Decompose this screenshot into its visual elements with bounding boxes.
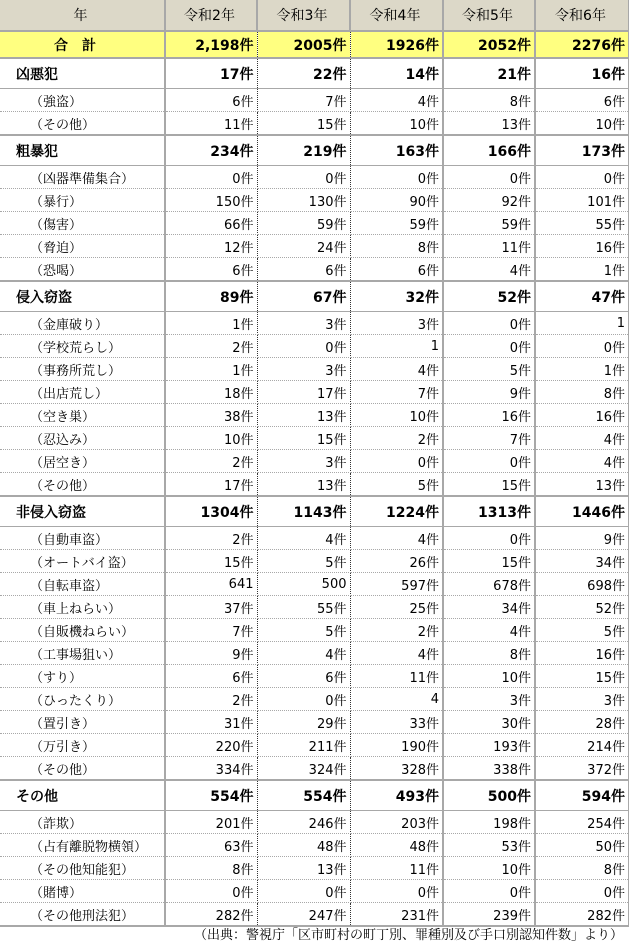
subcategory-label: （強盗） [0, 89, 165, 112]
subcategory-value: 334件 [165, 757, 257, 781]
subcategory-value: 7件 [350, 381, 443, 404]
category-value: 554件 [165, 780, 257, 811]
subcategory-value: 16件 [535, 404, 629, 427]
subcategory-label: （出店荒し） [0, 381, 165, 404]
subcategory-value: 26件 [350, 550, 443, 573]
subcategory-label: （事務所荒し） [0, 358, 165, 381]
subcategory-value: 9件 [535, 527, 629, 550]
subcategory-value: 211件 [257, 734, 350, 757]
subcategory-value: 37件 [165, 596, 257, 619]
subcategory-value: 150件 [165, 189, 257, 212]
subcategory-value: 7件 [165, 619, 257, 642]
category-value: 47件 [535, 281, 629, 312]
subcategory-label: （工事場狙い） [0, 642, 165, 665]
subcategory-value: 48件 [257, 834, 350, 857]
subcategory-value: 282件 [535, 903, 629, 927]
category-label: 凶悪犯 [0, 58, 165, 89]
subcategory-label: （その他） [0, 757, 165, 781]
subcategory-label: （居空き） [0, 450, 165, 473]
subcategory-value: 11件 [350, 665, 443, 688]
subcategory-row [0, 89, 629, 112]
total-row [0, 31, 629, 58]
subcategory-value: 16件 [535, 235, 629, 258]
subcategory-value: 6件 [257, 665, 350, 688]
total-value: 1926件 [350, 31, 443, 58]
subcategory-value: 0件 [257, 335, 350, 358]
subcategory-value: 0件 [535, 335, 629, 358]
subcategory-value: 1件 [165, 312, 257, 335]
subcategory-value: 198件 [443, 811, 535, 834]
total-value: 2052件 [443, 31, 535, 58]
subcategory-value: 193件 [443, 734, 535, 757]
category-value: 594件 [535, 780, 629, 811]
subcategory-value: 11件 [443, 235, 535, 258]
subcategory-row [0, 757, 629, 781]
category-value: 21件 [443, 58, 535, 89]
subcategory-value: 1 [350, 335, 443, 358]
subcategory-value: 328件 [350, 757, 443, 781]
subcategory-value: 10件 [443, 665, 535, 688]
subcategory-value: 17件 [257, 381, 350, 404]
category-row [0, 58, 629, 89]
subcategory-value: 324件 [257, 757, 350, 781]
subcategory-value: 15件 [535, 665, 629, 688]
subcategory-value: 0件 [443, 166, 535, 189]
subcategory-row [0, 358, 629, 381]
subcategory-value: 641 [165, 573, 257, 596]
subcategory-value: 13件 [443, 112, 535, 136]
subcategory-row [0, 619, 629, 642]
category-value: 219件 [257, 135, 350, 166]
subcategory-value: 6件 [350, 258, 443, 282]
subcategory-label: （学校荒らし） [0, 335, 165, 358]
subcategory-value: 7件 [443, 427, 535, 450]
subcategory-value: 13件 [535, 473, 629, 497]
subcategory-value: 4件 [535, 427, 629, 450]
subcategory-value: 15件 [257, 427, 350, 450]
subcategory-value: 4件 [257, 527, 350, 550]
subcategory-row [0, 166, 629, 189]
subcategory-value: 63件 [165, 834, 257, 857]
subcategory-value: 34件 [443, 596, 535, 619]
subcategory-value: 29件 [257, 711, 350, 734]
subcategory-value: 0件 [443, 880, 535, 903]
subcategory-value: 3件 [443, 688, 535, 711]
year-header: 令和4年 [350, 0, 443, 31]
subcategory-value: 2件 [350, 619, 443, 642]
subcategory-value: 10件 [443, 857, 535, 880]
category-value: 554件 [257, 780, 350, 811]
subcategory-value: 372件 [535, 757, 629, 781]
header-row [0, 0, 629, 31]
subcategory-value: 59件 [350, 212, 443, 235]
subcategory-value: 2件 [165, 688, 257, 711]
subcategory-value: 6件 [165, 89, 257, 112]
subcategory-value: 66件 [165, 212, 257, 235]
subcategory-label: （その他刑法犯） [0, 903, 165, 927]
subcategory-row [0, 857, 629, 880]
category-value: 32件 [350, 281, 443, 312]
subcategory-value: 597件 [350, 573, 443, 596]
subcategory-value: 90件 [350, 189, 443, 212]
total-value: 2,198件 [165, 31, 257, 58]
subcategory-row [0, 880, 629, 903]
total-value: 2005件 [257, 31, 350, 58]
subcategory-value: 10件 [350, 112, 443, 136]
subcategory-row [0, 112, 629, 136]
subcategory-value: 8件 [350, 235, 443, 258]
category-value: 16件 [535, 58, 629, 89]
subcategory-value: 130件 [257, 189, 350, 212]
subcategory-value: 3件 [257, 358, 350, 381]
source-footnote: （出典：警視庁「区市町村の町丁別、罪種別及び手口別認知件数」より） [193, 928, 623, 943]
subcategory-value: 13件 [257, 404, 350, 427]
subcategory-value: 38件 [165, 404, 257, 427]
subcategory-row [0, 834, 629, 857]
subcategory-value: 25件 [350, 596, 443, 619]
subcategory-value: 50件 [535, 834, 629, 857]
category-row [0, 135, 629, 166]
subcategory-value: 16件 [535, 642, 629, 665]
subcategory-value: 101件 [535, 189, 629, 212]
subcategory-row [0, 665, 629, 688]
subcategory-value: 338件 [443, 757, 535, 781]
subcategory-row [0, 427, 629, 450]
subcategory-value: 30件 [443, 711, 535, 734]
category-label: 侵入窃盗 [0, 281, 165, 312]
subcategory-value: 92件 [443, 189, 535, 212]
subcategory-label: （その他知能犯） [0, 857, 165, 880]
subcategory-value: 59件 [443, 212, 535, 235]
category-value: 1224件 [350, 496, 443, 527]
subcategory-value: 1件 [535, 358, 629, 381]
subcategory-value: 201件 [165, 811, 257, 834]
subcategory-label: （凶器準備集合） [0, 166, 165, 189]
subcategory-row [0, 312, 629, 335]
subcategory-value: 0件 [443, 527, 535, 550]
subcategory-value: 0件 [257, 880, 350, 903]
category-label: 非侵入窃盗 [0, 496, 165, 527]
subcategory-value: 214件 [535, 734, 629, 757]
subcategory-value: 2件 [350, 427, 443, 450]
subcategory-value: 4件 [350, 358, 443, 381]
total-value: 2276件 [535, 31, 629, 58]
year-header: 令和5年 [443, 0, 535, 31]
subcategory-value: 678件 [443, 573, 535, 596]
category-row [0, 281, 629, 312]
subcategory-value: 55件 [257, 596, 350, 619]
subcategory-value: 6件 [165, 258, 257, 282]
subcategory-label: （オートバイ盗） [0, 550, 165, 573]
subcategory-value: 9件 [443, 381, 535, 404]
subcategory-value: 5件 [257, 619, 350, 642]
subcategory-row [0, 903, 629, 927]
subcategory-value: 1件 [165, 358, 257, 381]
subcategory-value: 8件 [443, 89, 535, 112]
subcategory-value: 8件 [535, 381, 629, 404]
subcategory-value: 55件 [535, 212, 629, 235]
category-value: 1313件 [443, 496, 535, 527]
subcategory-row [0, 596, 629, 619]
subcategory-label: （その他） [0, 473, 165, 497]
subcategory-value: 7件 [257, 89, 350, 112]
subcategory-value: 6件 [165, 665, 257, 688]
subcategory-value: 0件 [350, 166, 443, 189]
subcategory-row [0, 189, 629, 212]
subcategory-value: 11件 [165, 112, 257, 136]
subcategory-label: （置引き） [0, 711, 165, 734]
subcategory-value: 4 [350, 688, 443, 711]
subcategory-value: 16件 [443, 404, 535, 427]
subcategory-value: 8件 [165, 857, 257, 880]
subcategory-value: 8件 [535, 857, 629, 880]
subcategory-value: 4件 [535, 450, 629, 473]
subcategory-value: 11件 [350, 857, 443, 880]
subcategory-label: （金庫破り） [0, 312, 165, 335]
subcategory-label: （すり） [0, 665, 165, 688]
subcategory-value: 3件 [535, 688, 629, 711]
subcategory-label: （占有離脱物横領） [0, 834, 165, 857]
subcategory-value: 15件 [257, 112, 350, 136]
subcategory-label: （その他） [0, 112, 165, 136]
subcategory-value: 59件 [257, 212, 350, 235]
subcategory-label: （自動車盗） [0, 527, 165, 550]
subcategory-value: 0件 [535, 880, 629, 903]
category-value: 52件 [443, 281, 535, 312]
subcategory-label: （傷害） [0, 212, 165, 235]
subcategory-value: 3件 [350, 312, 443, 335]
subcategory-value: 13件 [257, 473, 350, 497]
subcategory-value: 0件 [443, 450, 535, 473]
subcategory-value: 10件 [350, 404, 443, 427]
subcategory-value: 15件 [443, 550, 535, 573]
subcategory-value: 24件 [257, 235, 350, 258]
year-header: 令和2年 [165, 0, 257, 31]
subcategory-value: 6件 [535, 89, 629, 112]
subcategory-label: （賭博） [0, 880, 165, 903]
subcategory-value: 0件 [165, 880, 257, 903]
category-value: 67件 [257, 281, 350, 312]
subcategory-value: 0件 [257, 166, 350, 189]
subcategory-value: 220件 [165, 734, 257, 757]
subcategory-row [0, 450, 629, 473]
subcategory-value: 53件 [443, 834, 535, 857]
subcategory-label: （脅迫） [0, 235, 165, 258]
subcategory-value: 4件 [350, 642, 443, 665]
subcategory-row [0, 473, 629, 497]
category-value: 1143件 [257, 496, 350, 527]
subcategory-value: 1 [535, 312, 629, 335]
subcategory-value: 698件 [535, 573, 629, 596]
year-header-label: 年 [0, 0, 165, 31]
subcategory-value: 4件 [443, 619, 535, 642]
subcategory-value: 247件 [257, 903, 350, 927]
subcategory-value: 5件 [443, 358, 535, 381]
subcategory-row [0, 212, 629, 235]
subcategory-value: 52件 [535, 596, 629, 619]
subcategory-value: 4件 [443, 258, 535, 282]
subcategory-label: （ひったくり） [0, 688, 165, 711]
subcategory-value: 0件 [535, 166, 629, 189]
category-label: その他 [0, 780, 165, 811]
subcategory-value: 9件 [165, 642, 257, 665]
subcategory-label: （車上ねらい） [0, 596, 165, 619]
category-value: 163件 [350, 135, 443, 166]
subcategory-value: 0件 [257, 688, 350, 711]
subcategory-value: 282件 [165, 903, 257, 927]
subcategory-value: 1件 [535, 258, 629, 282]
subcategory-row [0, 527, 629, 550]
subcategory-value: 4件 [350, 89, 443, 112]
subcategory-value: 48件 [350, 834, 443, 857]
subcategory-row [0, 688, 629, 711]
subcategory-value: 0件 [443, 335, 535, 358]
subcategory-value: 4件 [257, 642, 350, 665]
category-row [0, 496, 629, 527]
subcategory-value: 34件 [535, 550, 629, 573]
subcategory-row [0, 811, 629, 834]
category-value: 234件 [165, 135, 257, 166]
subcategory-row [0, 550, 629, 573]
subcategory-row [0, 642, 629, 665]
subcategory-value: 15件 [443, 473, 535, 497]
subcategory-label: （恐喝） [0, 258, 165, 282]
subcategory-value: 31件 [165, 711, 257, 734]
year-header: 令和3年 [257, 0, 350, 31]
subcategory-value: 12件 [165, 235, 257, 258]
year-header: 令和6年 [535, 0, 629, 31]
subcategory-value: 5件 [257, 550, 350, 573]
category-value: 166件 [443, 135, 535, 166]
subcategory-row [0, 235, 629, 258]
category-value: 17件 [165, 58, 257, 89]
subcategory-value: 254件 [535, 811, 629, 834]
subcategory-value: 4件 [350, 527, 443, 550]
subcategory-value: 239件 [443, 903, 535, 927]
subcategory-value: 0件 [443, 312, 535, 335]
subcategory-value: 10件 [535, 112, 629, 136]
subcategory-value: 2件 [165, 335, 257, 358]
subcategory-value: 0件 [350, 450, 443, 473]
subcategory-value: 13件 [257, 857, 350, 880]
subcategory-row [0, 381, 629, 404]
subcategory-value: 28件 [535, 711, 629, 734]
subcategory-value: 18件 [165, 381, 257, 404]
category-value: 1446件 [535, 496, 629, 527]
subcategory-value: 3件 [257, 450, 350, 473]
subcategory-value: 203件 [350, 811, 443, 834]
subcategory-row [0, 711, 629, 734]
category-value: 89件 [165, 281, 257, 312]
subcategory-label: （忍込み） [0, 427, 165, 450]
total-label: 合計 [0, 31, 165, 58]
subcategory-row [0, 258, 629, 282]
subcategory-label: （空き巣） [0, 404, 165, 427]
category-value: 493件 [350, 780, 443, 811]
subcategory-value: 0件 [165, 166, 257, 189]
subcategory-value: 231件 [350, 903, 443, 927]
subcategory-value: 17件 [165, 473, 257, 497]
subcategory-value: 2件 [165, 450, 257, 473]
subcategory-label: （詐欺） [0, 811, 165, 834]
subcategory-value: 246件 [257, 811, 350, 834]
category-label: 粗暴犯 [0, 135, 165, 166]
category-value: 173件 [535, 135, 629, 166]
subcategory-value: 3件 [257, 312, 350, 335]
subcategory-value: 2件 [165, 527, 257, 550]
subcategory-value: 8件 [443, 642, 535, 665]
category-row [0, 780, 629, 811]
subcategory-value: 15件 [165, 550, 257, 573]
subcategory-value: 500 [257, 573, 350, 596]
subcategory-label: （自販機ねらい） [0, 619, 165, 642]
subcategory-value: 190件 [350, 734, 443, 757]
subcategory-value: 6件 [257, 258, 350, 282]
subcategory-row [0, 573, 629, 596]
subcategory-value: 0件 [350, 880, 443, 903]
subcategory-row [0, 335, 629, 358]
subcategory-value: 33件 [350, 711, 443, 734]
subcategory-value: 5件 [535, 619, 629, 642]
subcategory-label: （暴行） [0, 189, 165, 212]
category-value: 14件 [350, 58, 443, 89]
category-value: 22件 [257, 58, 350, 89]
subcategory-value: 5件 [350, 473, 443, 497]
subcategory-row [0, 404, 629, 427]
category-value: 500件 [443, 780, 535, 811]
category-value: 1304件 [165, 496, 257, 527]
subcategory-value: 10件 [165, 427, 257, 450]
subcategory-label: （万引き） [0, 734, 165, 757]
subcategory-label: （自転車盗） [0, 573, 165, 596]
subcategory-row [0, 734, 629, 757]
